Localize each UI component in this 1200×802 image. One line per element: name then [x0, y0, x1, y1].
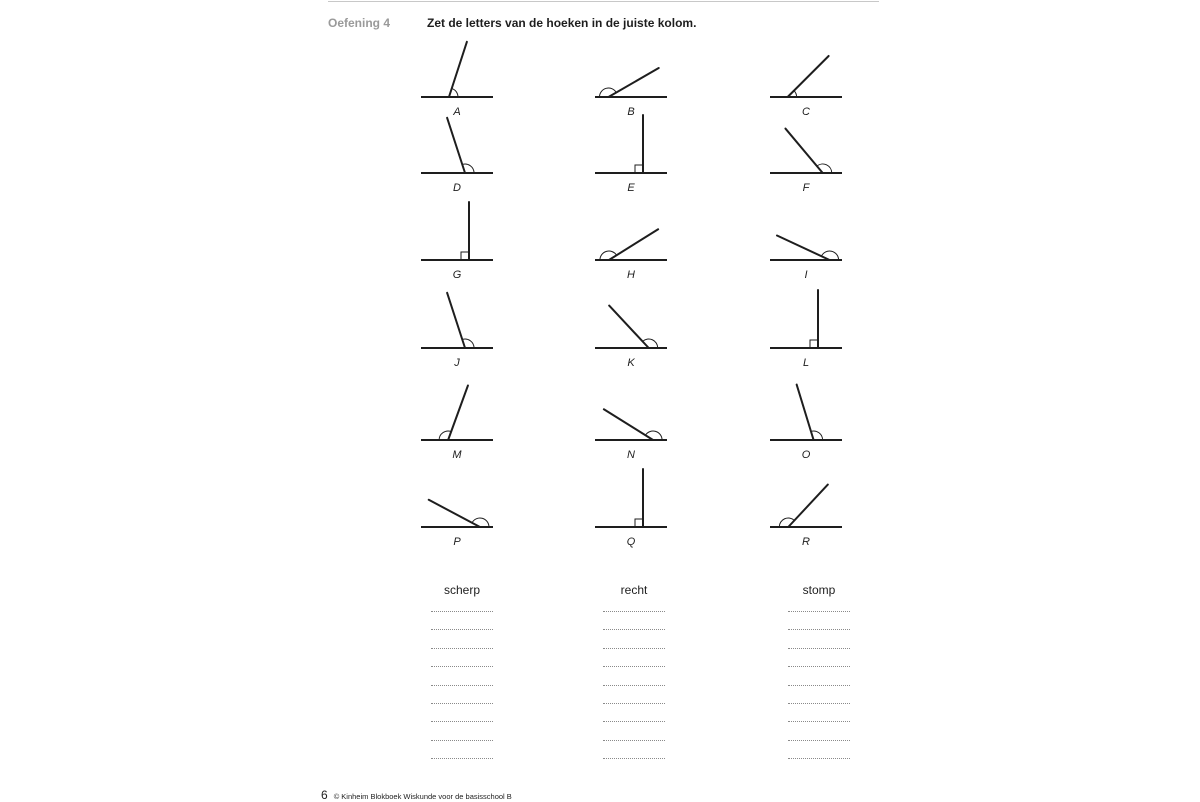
- angle-i: [770, 235, 842, 260]
- answer-line[interactable]: [603, 611, 665, 612]
- answer-line[interactable]: [603, 685, 665, 686]
- copyright-text: © Kinheim Blokboek Wiskunde voor de basisschool B: [333, 792, 512, 801]
- angle-o: [770, 385, 842, 440]
- angle-label-o: O: [801, 449, 811, 461]
- angle-f: [770, 129, 842, 173]
- answer-line[interactable]: [788, 703, 850, 704]
- angle-arc-a: [452, 88, 458, 97]
- angle-a: [421, 42, 493, 97]
- angle-label-n: N: [627, 449, 635, 461]
- angle-label-f: F: [802, 182, 810, 194]
- answer-line[interactable]: [603, 703, 665, 704]
- answer-line[interactable]: [431, 703, 493, 704]
- angle-label-p: P: [453, 536, 461, 548]
- answer-line[interactable]: [431, 666, 493, 667]
- angle-label-b: B: [627, 106, 635, 118]
- ray-o: [797, 385, 814, 440]
- angle-g: [421, 202, 493, 260]
- angle-label-k: K: [627, 357, 635, 369]
- answer-line[interactable]: [431, 611, 493, 612]
- page-number: 6: [321, 788, 328, 802]
- answer-line[interactable]: [431, 758, 493, 759]
- answer-line[interactable]: [603, 721, 665, 722]
- angle-r: [770, 485, 842, 527]
- answer-line[interactable]: [603, 648, 665, 649]
- answer-line[interactable]: [788, 629, 850, 630]
- ray-k: [609, 306, 649, 348]
- angle-b: [595, 68, 667, 97]
- answer-line[interactable]: [788, 685, 850, 686]
- angle-arc-n: [645, 431, 662, 440]
- angle-label-e: E: [627, 182, 635, 194]
- exercise-instruction: Zet de letters van de hoeken in de juiste kolom.: [427, 16, 697, 30]
- answer-line[interactable]: [603, 629, 665, 630]
- angle-k: [595, 306, 667, 348]
- answer-line[interactable]: [603, 740, 665, 741]
- angle-m: [421, 385, 493, 440]
- answer-line[interactable]: [788, 611, 850, 612]
- answer-line[interactable]: [788, 740, 850, 741]
- angle-p: [421, 500, 493, 527]
- angle-arc-p: [472, 518, 489, 527]
- exercise-label: Oefening 4: [328, 16, 391, 30]
- angle-label-a: A: [453, 106, 461, 118]
- angle-d: [421, 118, 493, 173]
- ray-a: [449, 42, 467, 97]
- angle-h: [595, 229, 667, 260]
- angle-label-g: G: [452, 269, 462, 281]
- angle-q: [595, 469, 667, 527]
- ray-r: [788, 485, 828, 527]
- angle-label-c: C: [802, 106, 810, 118]
- answer-line[interactable]: [431, 721, 493, 722]
- answer-line[interactable]: [788, 666, 850, 667]
- right-angle-mark-l: [810, 340, 818, 348]
- column-header-scherp: scherp: [443, 583, 481, 597]
- answer-line[interactable]: [431, 629, 493, 630]
- angle-label-h: H: [627, 269, 635, 281]
- angle-c: [770, 56, 842, 97]
- answer-line[interactable]: [788, 758, 850, 759]
- right-angle-mark-q: [635, 519, 643, 527]
- angle-label-r: R: [802, 536, 810, 548]
- right-angle-mark-g: [461, 252, 469, 260]
- angle-label-q: Q: [626, 536, 636, 548]
- angle-arc-i: [821, 251, 838, 260]
- answer-line[interactable]: [603, 758, 665, 759]
- angle-n: [595, 409, 667, 440]
- angle-e: [595, 115, 667, 173]
- angle-label-i: I: [804, 269, 808, 281]
- answer-line[interactable]: [431, 685, 493, 686]
- column-header-stomp: stomp: [802, 583, 836, 597]
- right-angle-mark-e: [635, 165, 643, 173]
- ray-m: [448, 385, 468, 440]
- angle-arc-b: [599, 88, 616, 97]
- angle-arc-h: [600, 251, 617, 260]
- angle-l: [770, 290, 842, 348]
- angle-j: [421, 293, 493, 348]
- ray-b: [608, 68, 658, 97]
- answer-line[interactable]: [431, 648, 493, 649]
- answer-line[interactable]: [603, 666, 665, 667]
- angle-label-m: M: [452, 449, 462, 461]
- angle-label-j: J: [454, 357, 460, 369]
- answer-line[interactable]: [788, 721, 850, 722]
- answer-line[interactable]: [431, 740, 493, 741]
- angle-label-l: L: [802, 357, 810, 369]
- column-header-recht: recht: [620, 583, 648, 597]
- answer-line[interactable]: [788, 648, 850, 649]
- angle-label-d: D: [453, 182, 461, 194]
